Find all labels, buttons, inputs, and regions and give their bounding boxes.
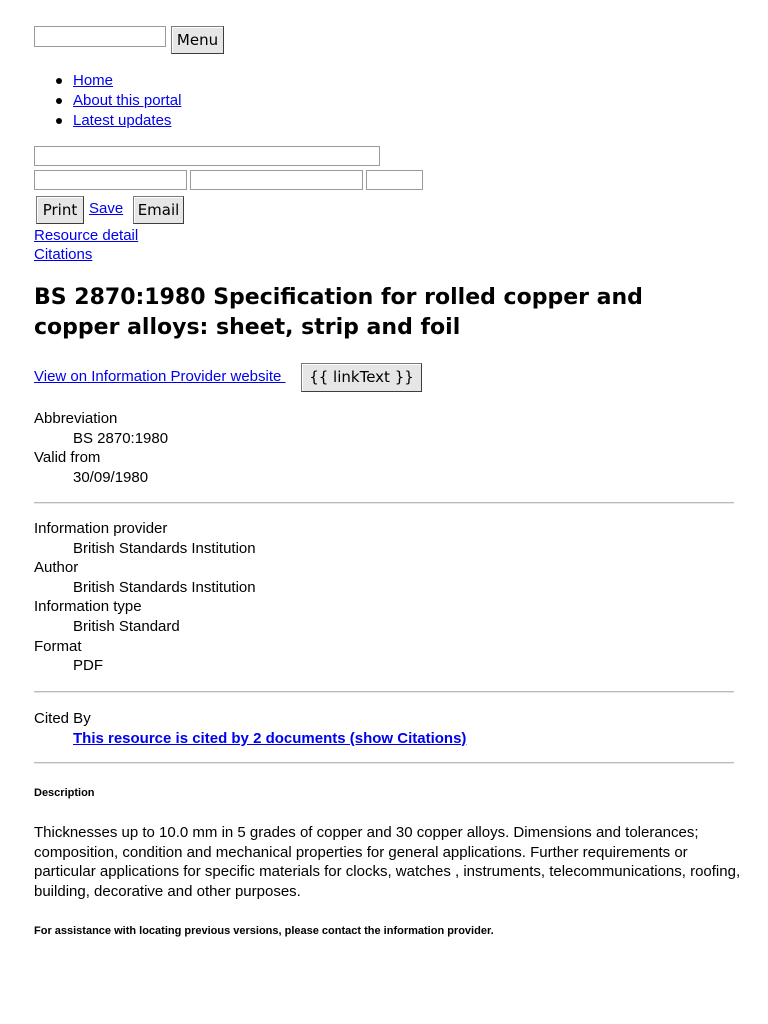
wide-text-field[interactable] — [34, 146, 380, 166]
meta-label-format: Format — [34, 637, 82, 655]
meta-label-info-type: Information type — [34, 598, 142, 616]
about-portal-link[interactable]: About this portal — [73, 92, 182, 109]
text-field-2[interactable] — [190, 170, 363, 190]
description-text: Thicknesses up to 10.0 mm in 5 grades of copper and 30 copper alloys. Dimensions and tolerances; composition, condition and mechanical properties for general applications. Further requirements or particular applications for specific materials for clocks, watches , instruments, telecommunications, roofing, building, decorative and other purposes. — [34, 824, 741, 900]
divider — [34, 502, 734, 504]
meta-value-info-provider: British Standards Institution — [73, 539, 256, 557]
show-citations-link[interactable]: This resource is cited by 2 documents (show Citations) — [73, 729, 467, 747]
print-button[interactable]: Print — [36, 196, 84, 224]
menu-button[interactable]: Menu — [171, 26, 224, 54]
meta-label-valid-from: Valid from — [34, 449, 101, 467]
meta-value-info-type: British Standard — [73, 617, 180, 635]
cited-by-list — [34, 709, 466, 748]
meta-value-valid-from: 30/09/1980 — [73, 468, 149, 486]
search-input[interactable] — [34, 26, 166, 47]
meta-value-format: PDF — [73, 657, 103, 675]
latest-updates-link[interactable]: Latest updates — [73, 112, 172, 129]
meta-value-abbreviation: BS 2870:1980 — [73, 429, 169, 447]
page-title: BS 2870:1980 Specification for rolled copper and copper alloys: sheet, strip and foil — [34, 285, 643, 340]
description-heading: Description — [34, 787, 95, 799]
nav-item-about — [73, 91, 181, 111]
save-link[interactable]: Save — [89, 200, 124, 217]
nav-item-latest-updates — [73, 111, 181, 131]
bullet-icon — [56, 118, 62, 124]
bullet-icon — [56, 78, 62, 84]
meta-value-author: British Standards Institution — [73, 578, 256, 596]
divider — [34, 762, 734, 764]
nav-item-home — [73, 71, 181, 91]
link-text-button[interactable]: {{ linkText }} — [301, 363, 422, 392]
main-nav — [34, 71, 181, 131]
cited-by-label: Cited By — [34, 710, 91, 727]
resource-detail-link[interactable]: Resource detail — [34, 227, 139, 244]
home-link[interactable]: Home — [73, 72, 114, 89]
provider-website-link[interactable]: View on Information Provider website — [34, 368, 286, 385]
meta-list-primary — [34, 409, 168, 487]
bullet-icon — [56, 98, 62, 104]
meta-list-secondary — [34, 519, 256, 676]
divider — [34, 691, 734, 693]
email-button[interactable]: Email — [133, 196, 184, 224]
cited-by-value — [73, 729, 466, 749]
assistance-note: For assistance with locating previous versions, please contact the information provider. — [34, 925, 494, 937]
meta-label-author: Author — [34, 559, 79, 577]
meta-label-info-provider: Information provider — [34, 520, 168, 537]
text-field-3[interactable] — [366, 170, 423, 190]
meta-label-abbreviation: Abbreviation — [34, 410, 118, 427]
citations-link[interactable]: Citations — [34, 246, 93, 263]
text-field-1[interactable] — [34, 170, 187, 190]
